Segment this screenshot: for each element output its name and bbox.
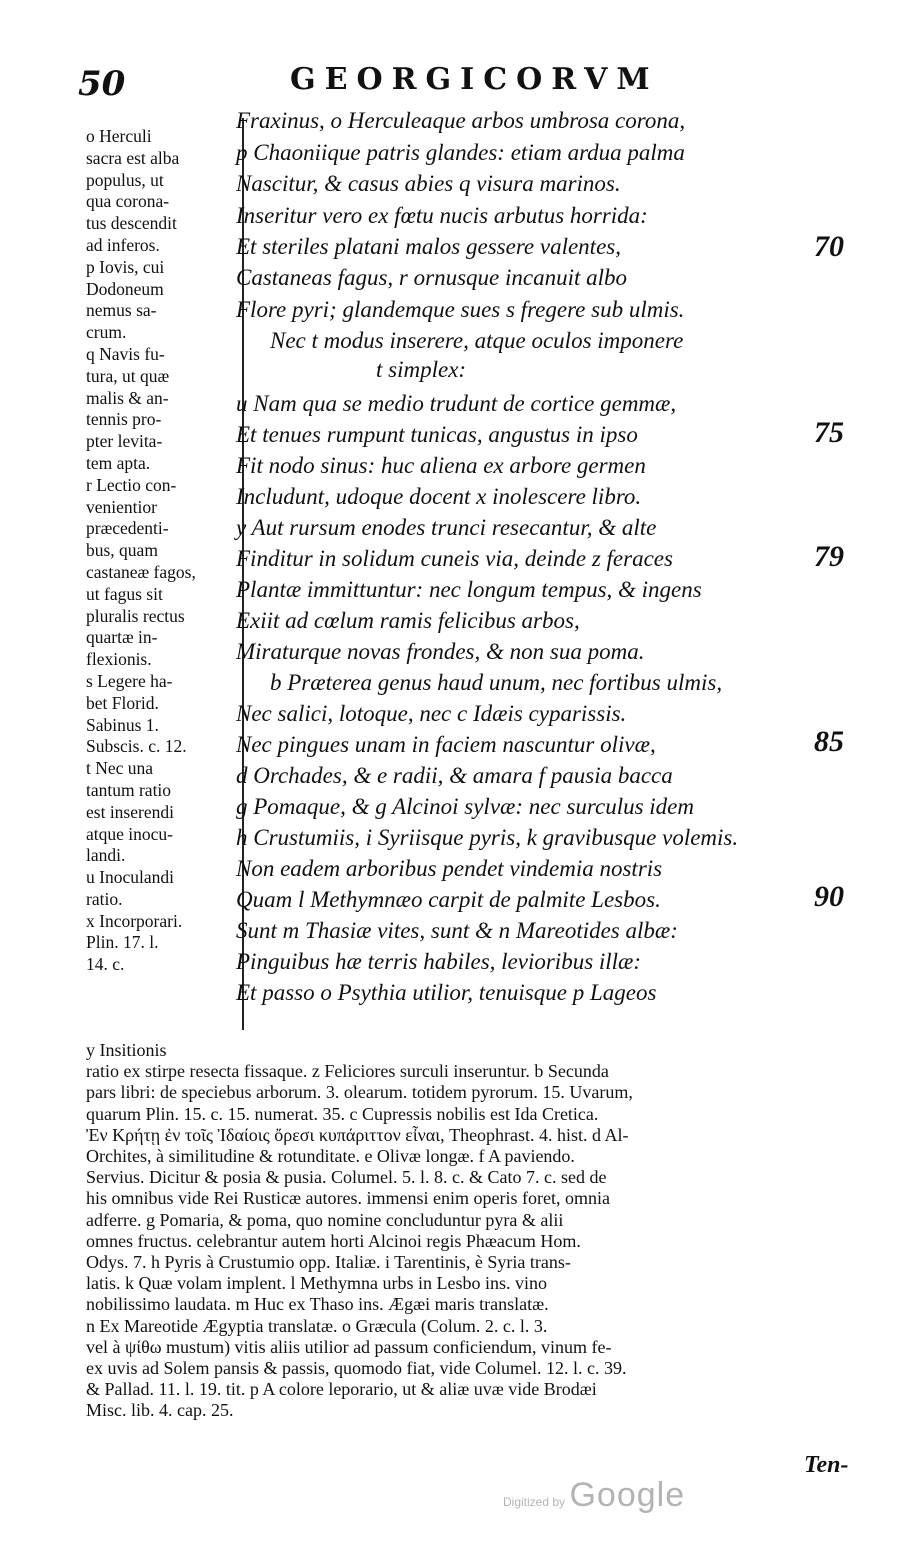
verse-line: Nec pingues unam in faciem nascuntur olivæ,	[236, 732, 656, 757]
commentary-line: omnes fructus. celebrantur autem horti Alcinoi regis Phæacum Hom.	[86, 1230, 581, 1251]
margin-note-line: populus, ut	[86, 169, 164, 190]
margin-note-line: Subscis. c. 12.	[86, 736, 187, 757]
verse-line: Fraxinus, o Herculeaque arbos umbrosa corona,	[236, 108, 686, 133]
verse-line: Quam l Methymnæo carpit de palmite Lesbos.	[236, 887, 661, 912]
commentary-line: quarum Plin. 15. c. 15. numerat. 35. c Cupressis nobilis est Ida Cretica.	[86, 1103, 599, 1124]
verse-line: Nec t modus inserere, atque oculos imponere	[270, 328, 684, 353]
verse-line: u Nam qua se medio trudunt de cortice gemmæ,	[236, 391, 677, 416]
margin-note-line: nemus sa-	[86, 300, 157, 321]
verse-number: 70	[814, 230, 844, 263]
commentary-line: latis. k Quæ volam implent. l Methymna urbs in Lesbo ins. vino	[86, 1273, 547, 1294]
margin-note-line: qua corona-	[86, 191, 170, 212]
commentary-line: adferre. g Pomaria, & poma, quo nomine concluduntur pyra & alii	[86, 1209, 564, 1230]
verse-line: Nec salici, lotoque, nec c Idæis cyparissis.	[236, 701, 627, 726]
margin-note-line: pluralis rectus	[86, 605, 185, 626]
margin-note-line: Sabinus 1.	[86, 714, 159, 735]
margin-note-line: u Inoculandi	[86, 867, 174, 888]
margin-note-line: est inserendi	[86, 801, 174, 822]
verse-line: y Aut rursum enodes trunci resecantur, & alte	[236, 515, 657, 540]
commentary-line: ex uvis ad Solem pansis & passis, quomodo fiat, vide Columel. 12. l. c. 39.	[86, 1358, 627, 1379]
margin-note-line: tennis pro-	[86, 409, 162, 430]
margin-note-line: venientior	[86, 496, 157, 517]
margin-note-line: tura, ut quæ	[86, 365, 170, 386]
margin-note-line: sacra est alba	[86, 147, 180, 168]
margin-note-line: præcedenti-	[86, 518, 169, 539]
margin-note-line: flexionis.	[86, 649, 152, 670]
commentary-line: & Pallad. 11. l. 19. tit. p A colore leporario, ut & aliæ uvæ vide Brodæi	[86, 1379, 597, 1400]
margin-note-line: landi.	[86, 845, 126, 866]
verse-line: Miraturque novas frondes, & non sua poma.	[236, 639, 645, 664]
verse-line: Pinguibus hæ terris habiles, levioribus illæ:	[236, 949, 642, 974]
margin-note-line: t Nec una	[86, 758, 154, 779]
margin-note-line: atque inocu-	[86, 823, 173, 844]
verse-number: 90	[814, 880, 844, 913]
margin-note-line: 14. c.	[86, 954, 125, 975]
verse-line: Includunt, udoque docent x inolescere libro.	[236, 484, 642, 509]
verse-line: Flore pyri; glandemque sues s fregere sub ulmis.	[236, 297, 685, 322]
verse-line: Fit nodo sinus: huc aliena ex arbore germen	[236, 453, 646, 478]
verse-line: Inseritur vero ex fœtu nucis arbutus horrida:	[236, 203, 648, 228]
watermark-prefix: Digitized by	[503, 1495, 566, 1509]
margin-note-line: p Iovis, cui	[86, 256, 165, 277]
verse-number: 75	[814, 416, 844, 449]
verse-number: 85	[814, 725, 844, 758]
running-head: GEORGICORVM	[290, 62, 659, 97]
commentary-line: vel à ψίθω mustum) vitis aliis utilior ad passum conficiendum, vinum fe-	[86, 1336, 612, 1357]
commentary-line: nobilissimo laudata. m Huc ex Thaso ins. Ægæi maris translatæ.	[86, 1294, 549, 1315]
verse-line: Plantæ immittuntur: nec longum tempus, & ingens	[236, 577, 702, 602]
verse-line: Non eadem arboribus pendet vindemia nostris	[236, 856, 663, 881]
page-number: 50	[78, 64, 126, 104]
verse-line: Finditur in solidum cuneis via, deinde z feraces	[236, 546, 673, 571]
verse-line: Nascitur, & casus abies q visura marinos.	[236, 171, 621, 196]
verse-line: g Pomaque, & g Alcinoi sylvæ: nec surculus idem	[236, 794, 695, 819]
commentary-line: his omnibus vide Rei Rusticæ autores. immensi enim operis foret, omnia	[86, 1188, 610, 1209]
catchword: Ten-	[804, 1452, 849, 1478]
verse-line: h Crustumiis, i Syriisque pyris, k gravibusque volemis.	[236, 825, 739, 850]
verse-line: t simplex:	[376, 357, 467, 382]
margin-note-line: tus descendit	[86, 213, 177, 234]
verse-line: Exiit ad cœlum ramis felicibus arbos,	[236, 608, 580, 633]
verse-line: Et steriles platani malos gessere valentes,	[236, 234, 621, 259]
verse-line: Et passo o Psythia utilior, tenuisque p Lageos	[236, 980, 657, 1005]
commentary-line: Misc. lib. 4. cap. 25.	[86, 1400, 234, 1421]
margin-note-line: bet Florid.	[86, 692, 159, 713]
commentary-line: Orchites, à similitudine & rotunditate. e Olivæ longæ. f A paviendo.	[86, 1146, 575, 1167]
margin-note-line: ad inferos.	[86, 234, 160, 255]
commentary-line: ratio ex stirpe resecta fissaque. z Feliciores surculi inseruntur. b Secunda	[86, 1061, 609, 1082]
verse-line: Castaneas fagus, r ornusque incanuit albo	[236, 265, 628, 290]
commentary-line: y Insitionis	[86, 1040, 167, 1060]
verse-line: Et tenues rumpunt tunicas, angustus in ipso	[236, 422, 638, 447]
margin-note-line: ratio.	[86, 888, 123, 909]
verse-number: 79	[814, 540, 844, 573]
margin-note-line: x Incorporari.	[86, 910, 183, 931]
margin-note-line: r Lectio con-	[86, 474, 177, 495]
margin-note-line: tantum ratio	[86, 779, 172, 800]
margin-note-line: bus, quam	[86, 540, 158, 561]
margin-notes	[86, 126, 236, 976]
margin-note-line: castaneæ fagos,	[86, 561, 196, 582]
verse-line: b Præterea genus haud unum, nec fortibus ulmis,	[270, 670, 723, 695]
margin-note-line: s Legere ha-	[86, 670, 173, 691]
commentary-notes	[86, 1040, 876, 1422]
margin-note-line: o Herculi	[86, 126, 152, 146]
margin-note-line: quartæ in-	[86, 627, 158, 648]
commentary-line: n Ex Mareotide Ægyptia translatæ. o Græcula (Colum. 2. c. l. 3.	[86, 1315, 548, 1336]
margin-note-line: Dodoneum	[86, 278, 164, 299]
margin-note-line: ut fagus sit	[86, 583, 163, 604]
verse-line: d Orchades, & e radii, & amara f pausia bacca	[236, 763, 673, 788]
commentary-line: pars libri: de speciebus arborum. 3. olearum. totidem pyrorum. 15. Uvarum,	[86, 1082, 633, 1103]
digitized-watermark	[503, 1476, 685, 1515]
margin-note-line: tem apta.	[86, 452, 151, 473]
margin-note-line: Plin. 17. l.	[86, 932, 159, 953]
verse-line: p Chaoniique patris glandes: etiam ardua palma	[236, 140, 685, 165]
commentary-line: Odys. 7. h Pyris à Crustumio opp. Italiæ. i Tarentinis, è Syria trans-	[86, 1252, 571, 1273]
margin-note-line: malis & an-	[86, 387, 169, 408]
margin-note-line: crum.	[86, 322, 127, 343]
margin-note-line: q Navis fu-	[86, 343, 165, 364]
google-logo: Google	[569, 1476, 686, 1514]
commentary-line: Ἐν Κρήτῃ ἐν τοῖς Ἰδαίοις ὄρεσι κυπάριττον εἶναι, Theophrast. 4. hist. d Al-	[86, 1124, 629, 1145]
verse-line: Sunt m Thasiæ vites, sunt & n Mareotides albæ:	[236, 918, 678, 943]
commentary-line: Servius. Dicitur & posia & pusia. Columel. 5. l. 8. c. & Cato 7. c. sed de	[86, 1167, 607, 1188]
margin-note-line: pter levita-	[86, 431, 163, 452]
